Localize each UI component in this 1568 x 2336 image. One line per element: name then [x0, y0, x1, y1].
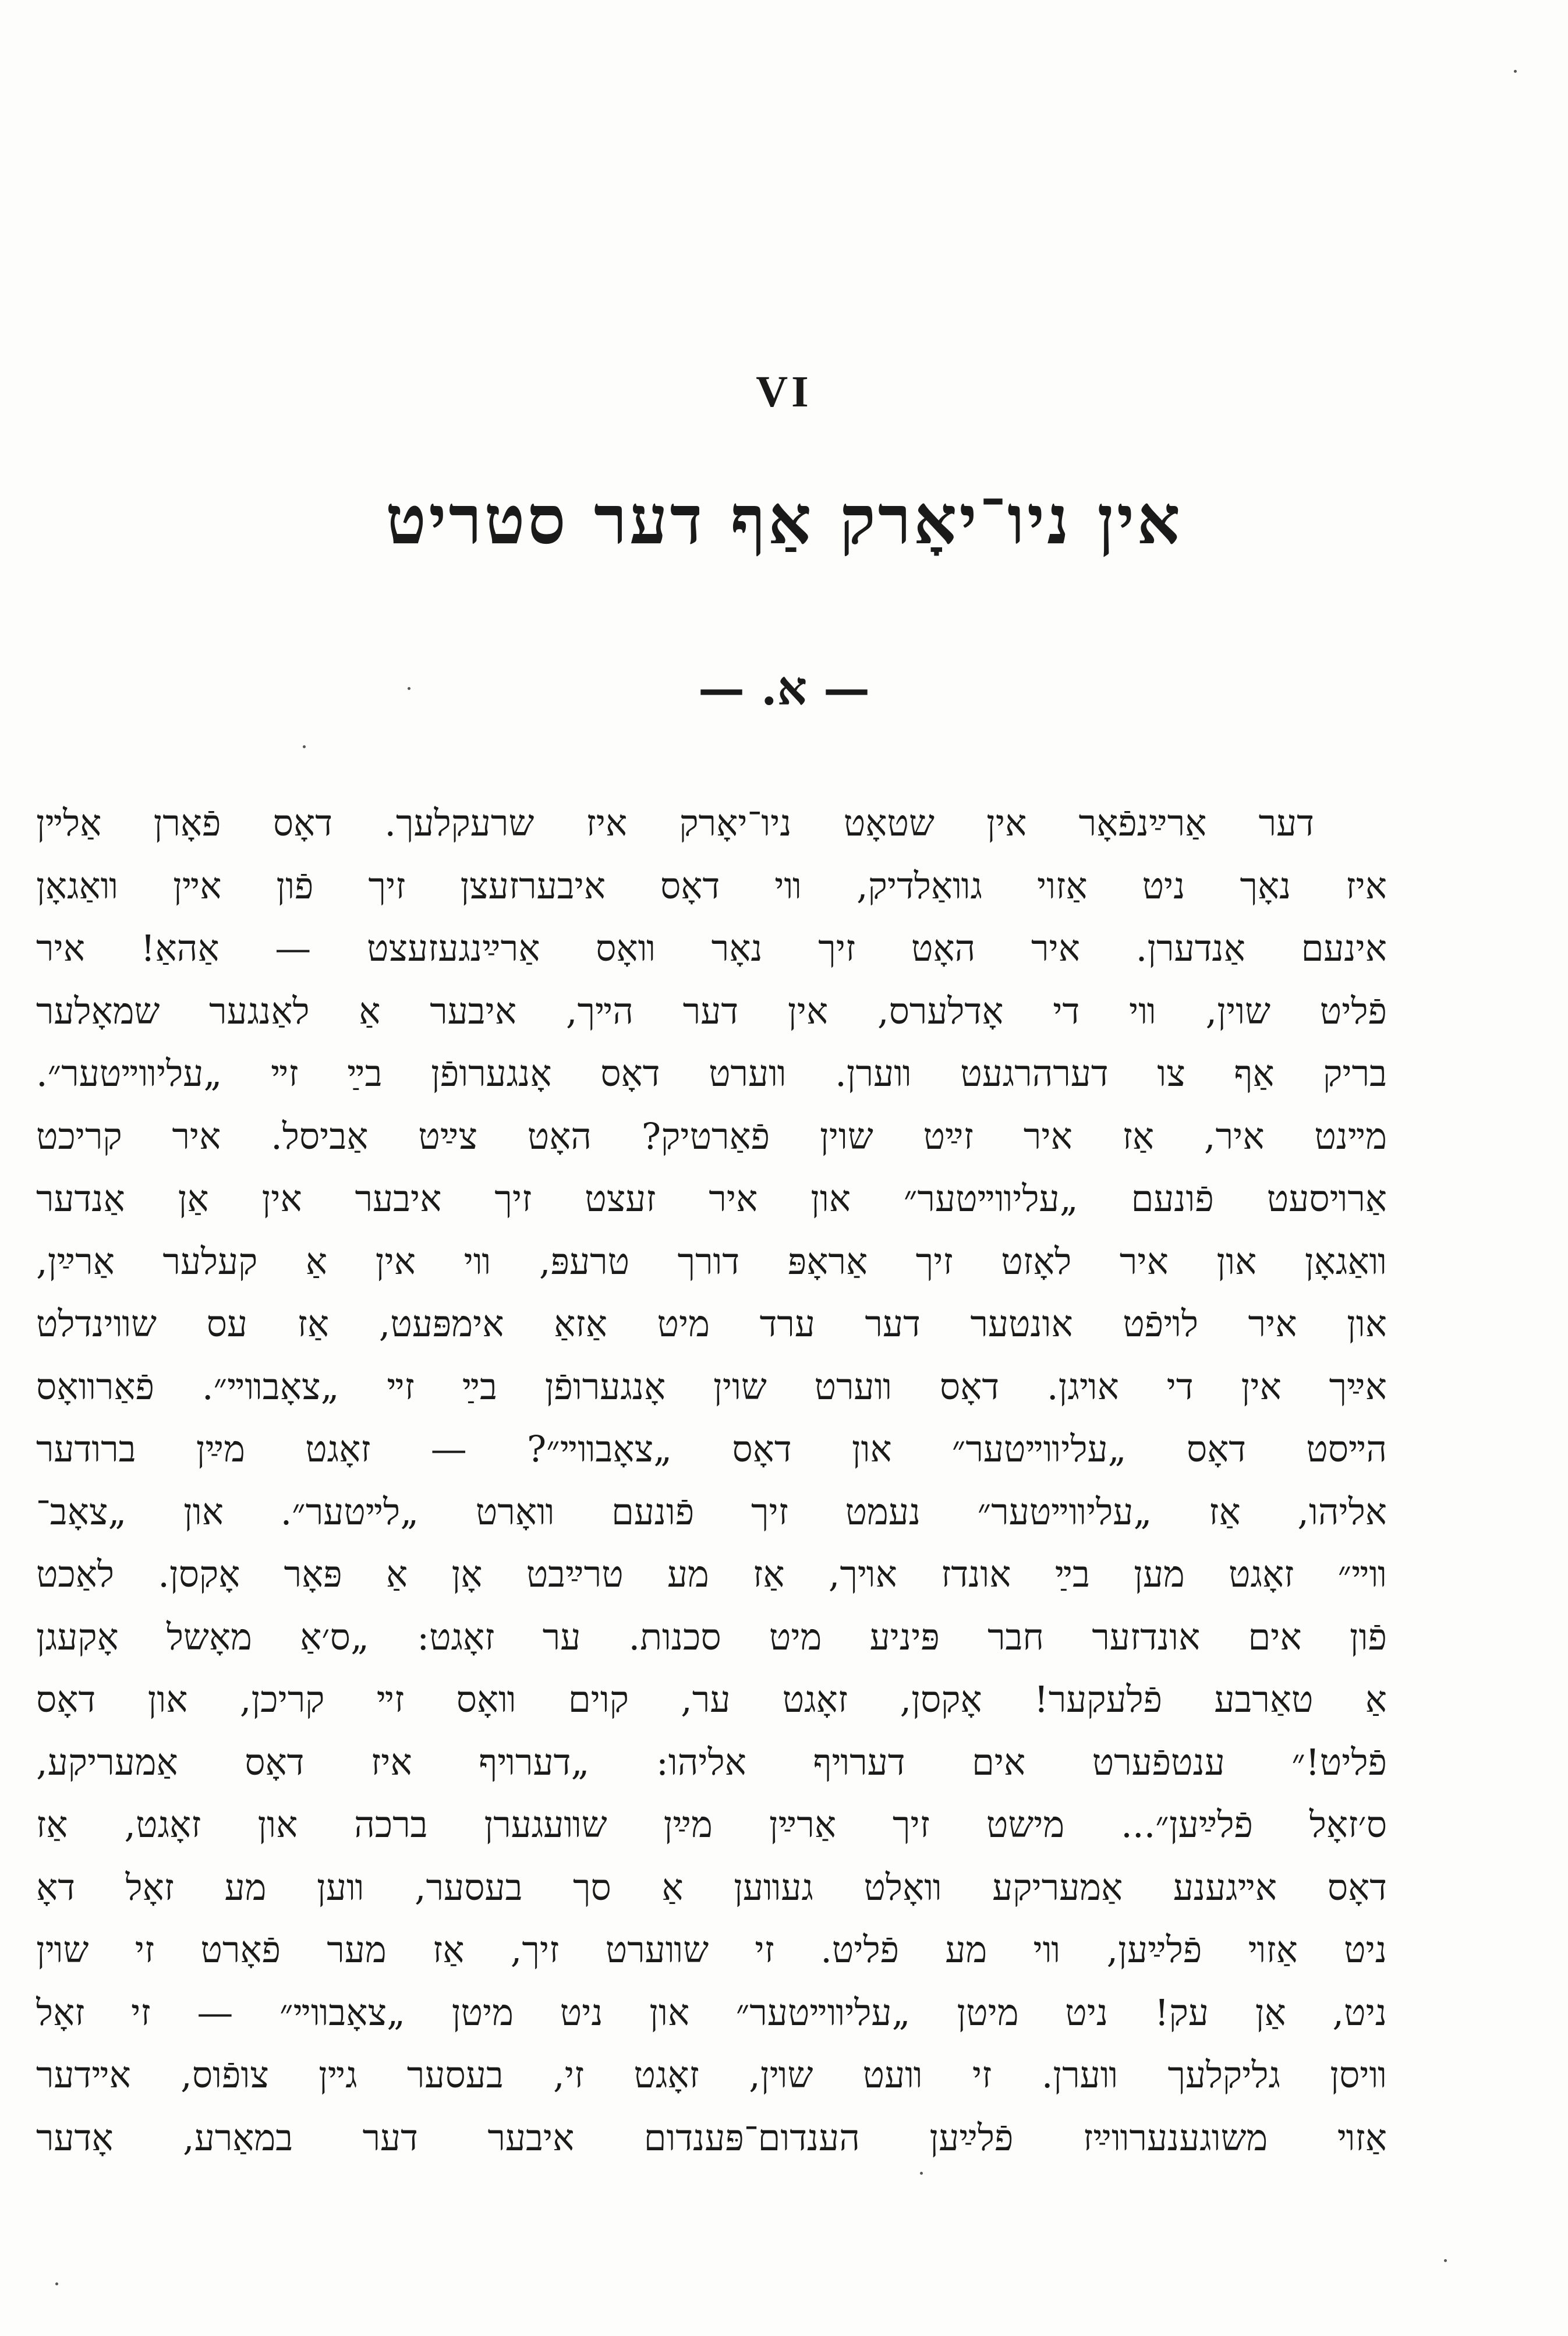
text-line: ניט אַזױ פֿלײַען, װי מע פֿליט. זי שװערט זיך, אַז מער פֿאָרט זי שױן — [36, 1928, 1387, 1971]
body-paragraph — [36, 792, 1387, 2169]
text-line: פֿליט שוין, װי די אָדלערס, אין דער הײך, איבער אַ לאַנגער שמאָלער — [36, 989, 1387, 1032]
scan-speck — [408, 687, 410, 690]
text-line: װײ״ זאָגט מען בײַ אונדז אױך, אַז מע טרײַבט אָן אַ פּאָר אָקסן. לאַכט — [36, 1553, 1387, 1595]
text-line: ס׳זאָל פֿלײַען״... מישט זיך אַרײַן מײַן שװעגערן ברכה און זאָגט, אַז — [36, 1803, 1387, 1846]
text-line: בריק אַף צו דערהרגעט װערן. װערט דאָס אָנגערופֿן בײַ זײ „עליװײטער״. — [36, 1052, 1387, 1095]
scan-speck — [1444, 2259, 1447, 2262]
scan-speck — [920, 2172, 923, 2175]
text-line: און איר לױפֿט אונטער דער ערד מיט אַזאַ אימפּעט, אַז עס שװינדלט — [36, 1303, 1387, 1345]
scan-speck — [55, 2282, 58, 2285]
text-line: װאַגאָן און איר לאָזט זיך אַראָפּ דורך טרעפּ, װי אין אַ קעלער אַרײַן, — [36, 1240, 1387, 1283]
text-line: װיסן גליקלעך װערן. זי װעט שױן, זאָגט זי, בעסער גײן צופֿוס, אײדער — [36, 2054, 1387, 2096]
chapter-title: אין ניו־יאָרק אַף דער סטריט — [385, 480, 1183, 560]
section-marker: — א. — — [698, 661, 870, 716]
chapter-number: VI — [756, 367, 812, 416]
text-line: אַזױ משוגענערװײַז פֿלײַען הענדום־פּענדום איבער דער במאַרע, אָדער — [36, 2116, 1387, 2159]
text-line: אײַך אין די אױגן. דאָס װערט שוין אָנגערופֿן בײַ זײ „צאָבװײ״. פֿאַרװאָס — [36, 1365, 1387, 1408]
text-line: ניט, אַן עק! ניט מיטן „עליװײטער״ און ניט מיטן „צאָבװײ״ — זי זאָל — [36, 1991, 1387, 2034]
text-line: אַרױסעט פֿונעם „עליװײטער״ און איר זעצט זיך איבער אין אַן אַנדער — [36, 1177, 1387, 1220]
text-line: פֿליט!״ ענטפֿערט אים דערױף אליהו: „דערױף איז דאָס אַמעריקע, — [36, 1740, 1387, 1783]
text-line: אינעם אַנדערן. איר האָט זיך נאָר װאָס אַרײַנגעזעצט — אַהאַ! איר — [36, 927, 1387, 969]
text-line: מײנט איר, אַז איר זײַט שוין פֿאַרטיק? האָט צײַט אַביסל. איר קריכט — [36, 1114, 1387, 1158]
text-line: הײסט דאָס „עליװײטער״ און דאָס „צאָבװײ״? — זאָגט מײַן ברודער — [36, 1428, 1387, 1470]
text-line: אַ טאַרבע פֿלעקער! אָקסן, זאָגט ער, קוים װאָס זײ קריכן, און דאָס — [36, 1678, 1387, 1721]
scan-speck — [303, 745, 306, 748]
text-line: פֿון אים אונדזער חבר פּיניע מיט סכנות. ער זאָגט: „ס׳אַ מאָשל אָקעגן — [36, 1615, 1387, 1658]
text-line: איז נאָך ניט אַזוי גװאַלדיק, װי דאָס איבערזעצן זיך פֿון אײן װאַגאָן — [36, 864, 1387, 907]
text-line: אליהו, אַז „עליװײטער״ נעמט זיך פֿונעם װאָרט „לײטער״. און „צאָב־ — [36, 1490, 1387, 1533]
text-line: דאָס אײגענע אַמעריקע װאָלט געװען אַ סך בעסער, װען מע זאָל דאָ — [36, 1866, 1387, 1909]
text-line: דער אַרײַנפֿאָר אין שטאָט ניו־יאָרק איז שרעקלעך. דאָס פֿאָרן אַלײן — [36, 802, 1314, 844]
scan-speck — [1514, 70, 1517, 73]
